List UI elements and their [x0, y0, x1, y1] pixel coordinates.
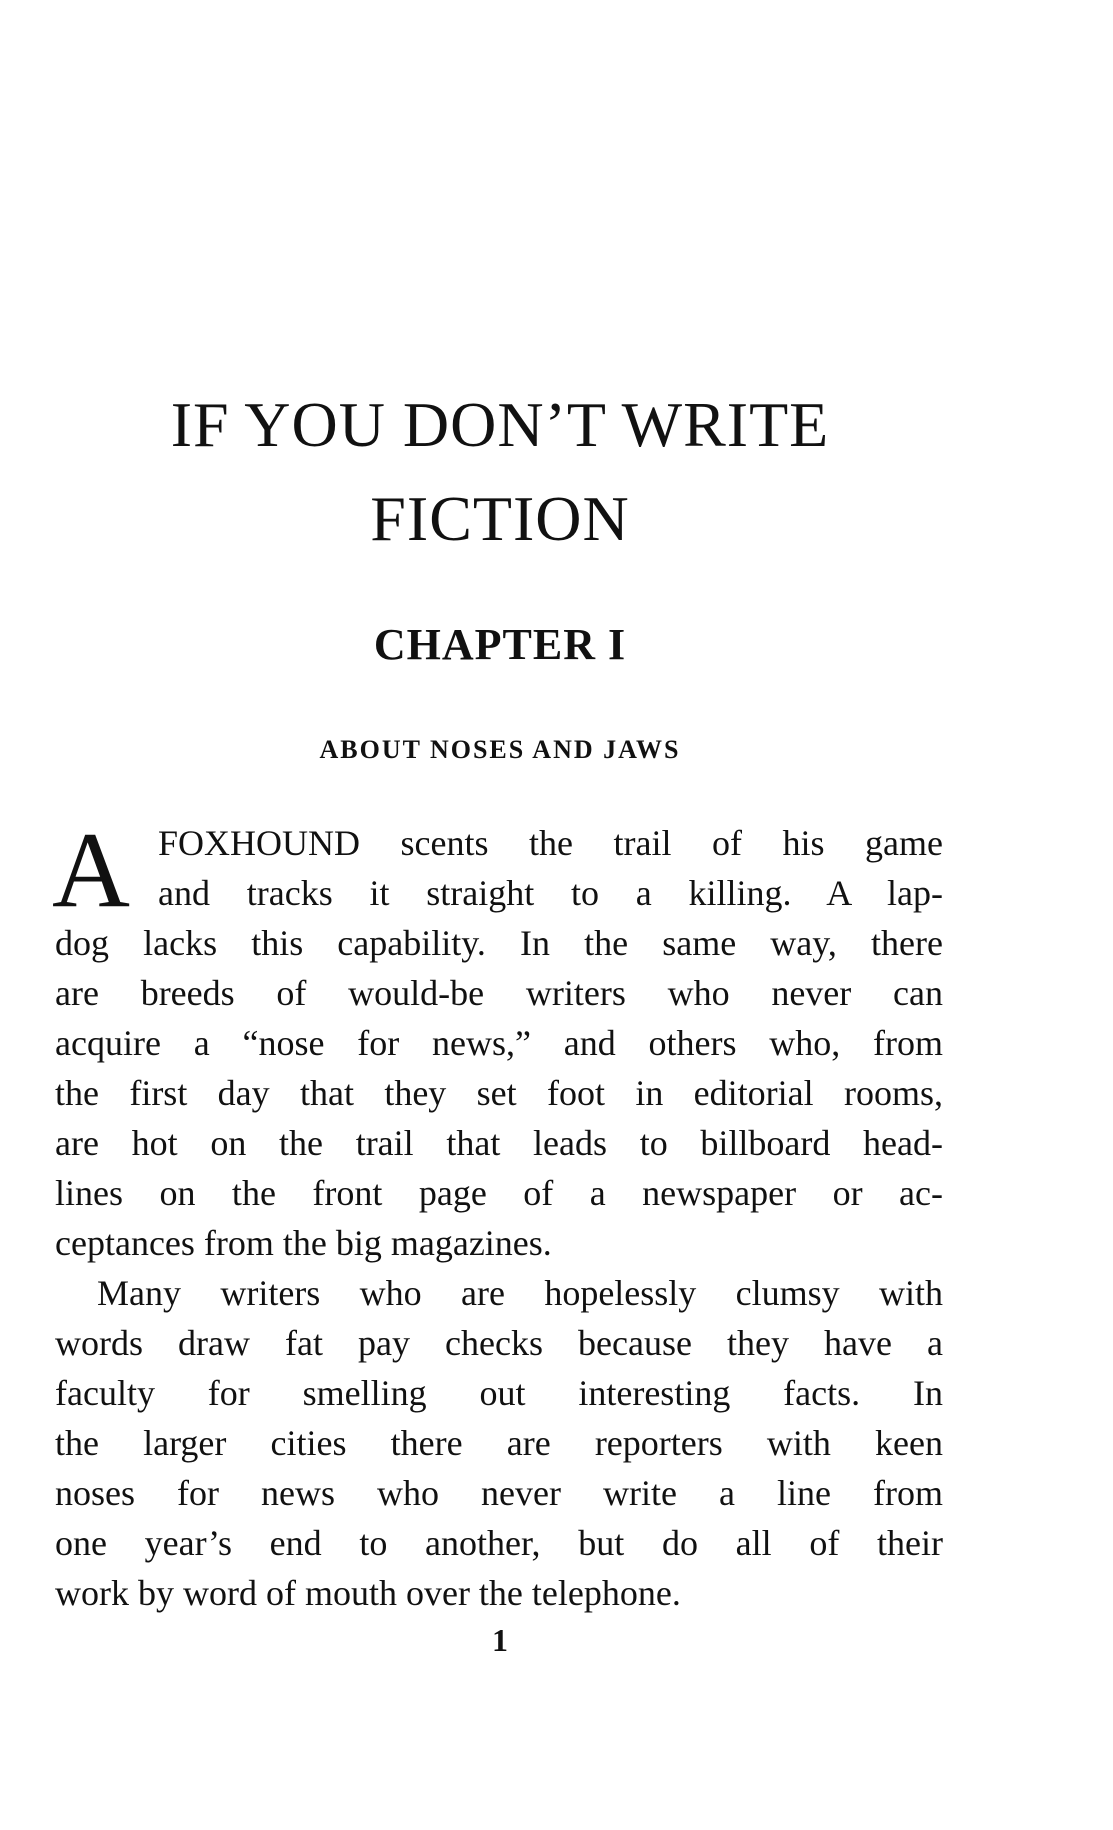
page-number: 1 — [492, 1622, 508, 1658]
text-line: noses for news who never write a line from — [55, 1473, 943, 1513]
text-line: ceptances from the big magazines. — [55, 1223, 552, 1263]
text-line: the larger cities there are reporters with keen — [55, 1423, 943, 1463]
drop-cap: A — [52, 811, 130, 930]
book-title-line-1: IF YOU DON’T WRITE — [170, 389, 830, 460]
text-line: FOXHOUND scents the trail of his game — [158, 823, 943, 863]
text-line: are hot on the trail that leads to billboard head- — [55, 1123, 943, 1163]
text-line: acquire a “nose for news,” and others who, from — [55, 1023, 943, 1063]
text-line: dog lacks this capability. In the same way, there — [55, 923, 943, 963]
text-line: the first day that they set foot in editorial rooms, — [55, 1073, 943, 1113]
chapter-title: ABOUT NOSES AND JAWS — [319, 735, 681, 764]
text-line: Many writers who are hopelessly clumsy with — [97, 1273, 943, 1313]
text-line: words draw fat pay checks because they have a — [55, 1323, 943, 1363]
text-line: and tracks it straight to a killing. A lap- — [158, 873, 943, 913]
book-title-line-2: FICTION — [370, 483, 630, 554]
text-line: are breeds of would-be writers who never can — [55, 973, 943, 1013]
text-line: faculty for smelling out interesting facts. In — [55, 1373, 943, 1413]
text-line: work by word of mouth over the telephone. — [55, 1573, 681, 1613]
text-line: one year’s end to another, but do all of their — [55, 1523, 943, 1563]
chapter-label: CHAPTER I — [373, 620, 627, 669]
text-line: lines on the front page of a newspaper or ac- — [55, 1173, 943, 1213]
